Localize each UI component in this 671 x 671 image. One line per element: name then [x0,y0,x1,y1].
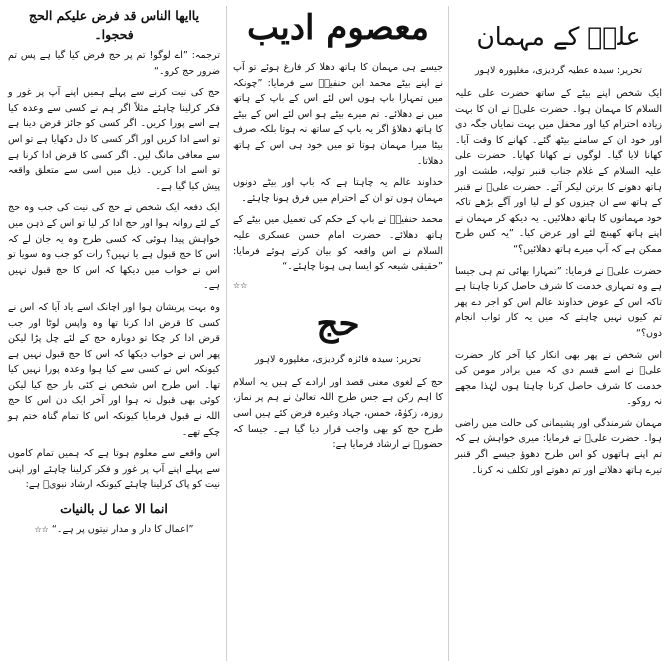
final-line-text: ”اعمال کا دار و مدار نیتوں پر ہے۔“ [51,524,194,536]
paragraph: خداوند عالم یہ چاہتا ہے کہ باپ اور بیٹے دونوں مہمان ہوں تو ان کے احترام میں فرق ہونا چاہئے۔ [233,177,443,204]
final-line [8,522,220,538]
paragraph: جیسے ہی مہمان کا ہاتھ دھلا کر فارغ ہوئے تو آپ نے اپنے بیٹے محمد ابن حنفیہؓ سے فرمایا: ”چونکہ میں تمہارا باپ ہوں اس لئے اس کے باپ کے ہاتھ میں نے دھلائے۔ تم میرے بیٹے ہو اس لئے اس کے بیٹے کا ہاتھ دھلاؤ اگر یہ باپ کے ساتھ نہ ہوتا بلکہ صرف بیٹا میرا مہمان ہوتا تو میں خود ہی اس کے ہاتھ دھلاتا۔ [233,62,443,167]
paragraph: حج کے لغوی معنی قصد اور ارادے کے ہیں یہ اسلام کا اہم رکن ہے جس طرح اللہ تعالیٰ نے ہم پر نماز، روزہ، زکوٰۃ، خمس، جہاد وغیرہ فرض کئے ہیں اسی طرح حج کو بھی واجب قرار دیا گیا ہے۔ جیسا کہ حضورؐ نے ارشاد فرمایا ہے: [233,376,443,451]
section-title-masoom-adeeb: معصوم ادیب [247,8,429,48]
paragraph: وہ بہت پریشان ہوا اور اچانک اسے یاد آیا کہ اس نے کسی کا قرض ادا کرنا تھا وہ واپس لوٹا اور جب قرض ادا کر چکا تو دوبارہ حج کے لئے چل پڑا لیکن پھر اس نے خواب دیکھا کہ اس کا حج قبول نہیں ہے کیونکہ اس نے کسی سے کیا ہوا وعدہ پورا نہیں کیا تھا۔ اس طرح اس شخص نے کئی بار حج کیا لیکن کوئی بھی قبول نہ ہوا اور آخر ایک دن اس کا حج اللہ نے قبول فرمایا کیونکہ اس کا تمام گناہ ختم ہو چکے تھے۔ [8,301,220,438]
arabic-quote: انما الا عما ل بالنیات [60,501,168,517]
article-byline: تحریر: سیدہ عطیہ گردیزی، مغلپورہ لاہور [474,65,643,76]
paragraph: محمد حنفیہؓ نے باپ کے حکم کی تعمیل میں بیٹے کے ہاتھ دھلائے۔ حضرت امام حسن عسکری علیہ السلام نے اس واقعہ کو بیان کرتے ہوئے فرمایا: ”حقیقی شیعہ کو ایسا ہی ہونا چاہئے۔“ [233,214,443,273]
paragraph: اس شخص نے پھر بھی انکار کیا آخر کار حضرت علیؑ نے اسے قسم دی کہ میں برادر مومن کی خدمت کا شرف حاصل کرنا چاہتا ہوں لہٰذا مجھے نہ روکو۔ [455,349,662,408]
paragraph: حضرت علیؑ نے فرمایا: ”تمہارا بھائی تم ہی جیسا ہے وہ تمہاری خدمت کا شرف حاصل کرنا چاہتا ہے تاکہ اس کے عوض خداوند عالم اس کو اجر دے پھر تم کیوں نہیں چاہتے کہ میں یہ کار ثواب انجام دوں؟“ [455,265,662,339]
paragraph: ایک شخص اپنے بیٹے کے ساتھ حضرت علی علیہ السلام کا مہمان ہوا۔ حضرت علیؑ نے ان کا بہت زیادہ احترام کیا اور محفل میں بہت نمایاں جگہ دی اور خود ان کے سامنے بیٹھ گئے۔ کھانے کا وقت آیا۔ کھانا لایا گیا۔ لوگوں نے کھانا کھایا۔ حضرت علی علیہ السلام کے غلام جناب قنبر تولیہ، طشت اور ہاتھ دھونے کا برتن لیکر آئے۔ حضرت علیؑ نے قنبر کے ہاتھ سے ان چیزوں کو لے لیا اور آگے بڑھے تاکہ خود مہمانوں کا ہاتھ دھلائیں۔ یہ دیکھ کر مہمان نے اپنے ہاتھ کھینچ لئے اور عرض کیا۔ ”یہ کس طرح ممکن ہے کہ آپ میرے ہاتھ دھلائیں؟“ [455,88,662,255]
paragraph: مہمان شرمندگی اور پشیمانی کی حالت میں راضی ہوا۔ حضرت علیؑ نے فرمایا: میری خواہش ہے کہ تم اپنے ہاتھوں کو اس طرح دھوؤ جیسے اگر قنبر تیرے ہاتھ دھلاتے اور تم دھوتے اور تکلف نہ کرنا۔ [455,417,662,476]
column-divider [448,6,449,661]
arabic-heading: یاایھا الناس قد فرض علیکم الحج فحجوا۔ [28,8,200,42]
column-divider [226,6,227,661]
article-byline: تحریر: سیدہ فائزہ گردیزی، مغلپورہ لاہور [254,353,422,365]
end-star-mark: ☆☆ [233,280,248,290]
paragraph: ترجمہ: ”اے لوگو! تم پر حج فرض کیا گیا ہے پس تم ضرور حج کرو۔“ [8,50,220,77]
article-title-hajj: حج [316,303,360,344]
paragraph: ایک دفعہ ایک شخص نے حج کی نیت کی جب وہ حج کے لئے روانہ ہوا اور حج ادا کر لیا تو اس کے ذہن میں خواہش پیدا ہوئی کہ کسی طرح وہ یہ جان لے کہ اس کا حج قبول ہے یا نہیں؟ رات کو جب وہ سویا تو اس نے خواب میں دیکھا کہ اس کا حج قبول نہیں ہے۔ [8,202,220,292]
left-column [8,0,220,671]
right-column [455,0,662,671]
article-title-ali-guests: علیؑ کے مہمان [476,22,641,51]
middle-column [233,0,443,671]
end-star-mark: ☆☆ [34,525,49,535]
paragraph: اس واقعے سے معلوم ہوتا ہے کہ ہمیں تمام کاموں سے پہلے اپنے آپ پر غور و فکر کرلینا چاہئے اور اپنی نیت کو پاک کرلینا چاہئے کیونکہ ارشاد نبویؐ ہے: [8,448,220,491]
paragraph: حج کی نیت کرنے سے پہلے ہمیں اپنے آپ پر غور و فکر کرلینا چاہئے مثلاً اگر ہم نے کسی سے وعدہ کیا ہے اسے پورا کریں۔ اگر کسی کو جائز قرض دینا ہے تو اسے ادا کریں اور اگر کسی کا دل دکھایا ہے تو اس سے معافی مانگ لیں۔ اگر کسی کا قرض ادا کرنا ہے تو اسے ادا کریں۔ ذیل میں اسی سے متعلق واقعہ پیش کیا گیا ہے۔ [8,87,220,192]
